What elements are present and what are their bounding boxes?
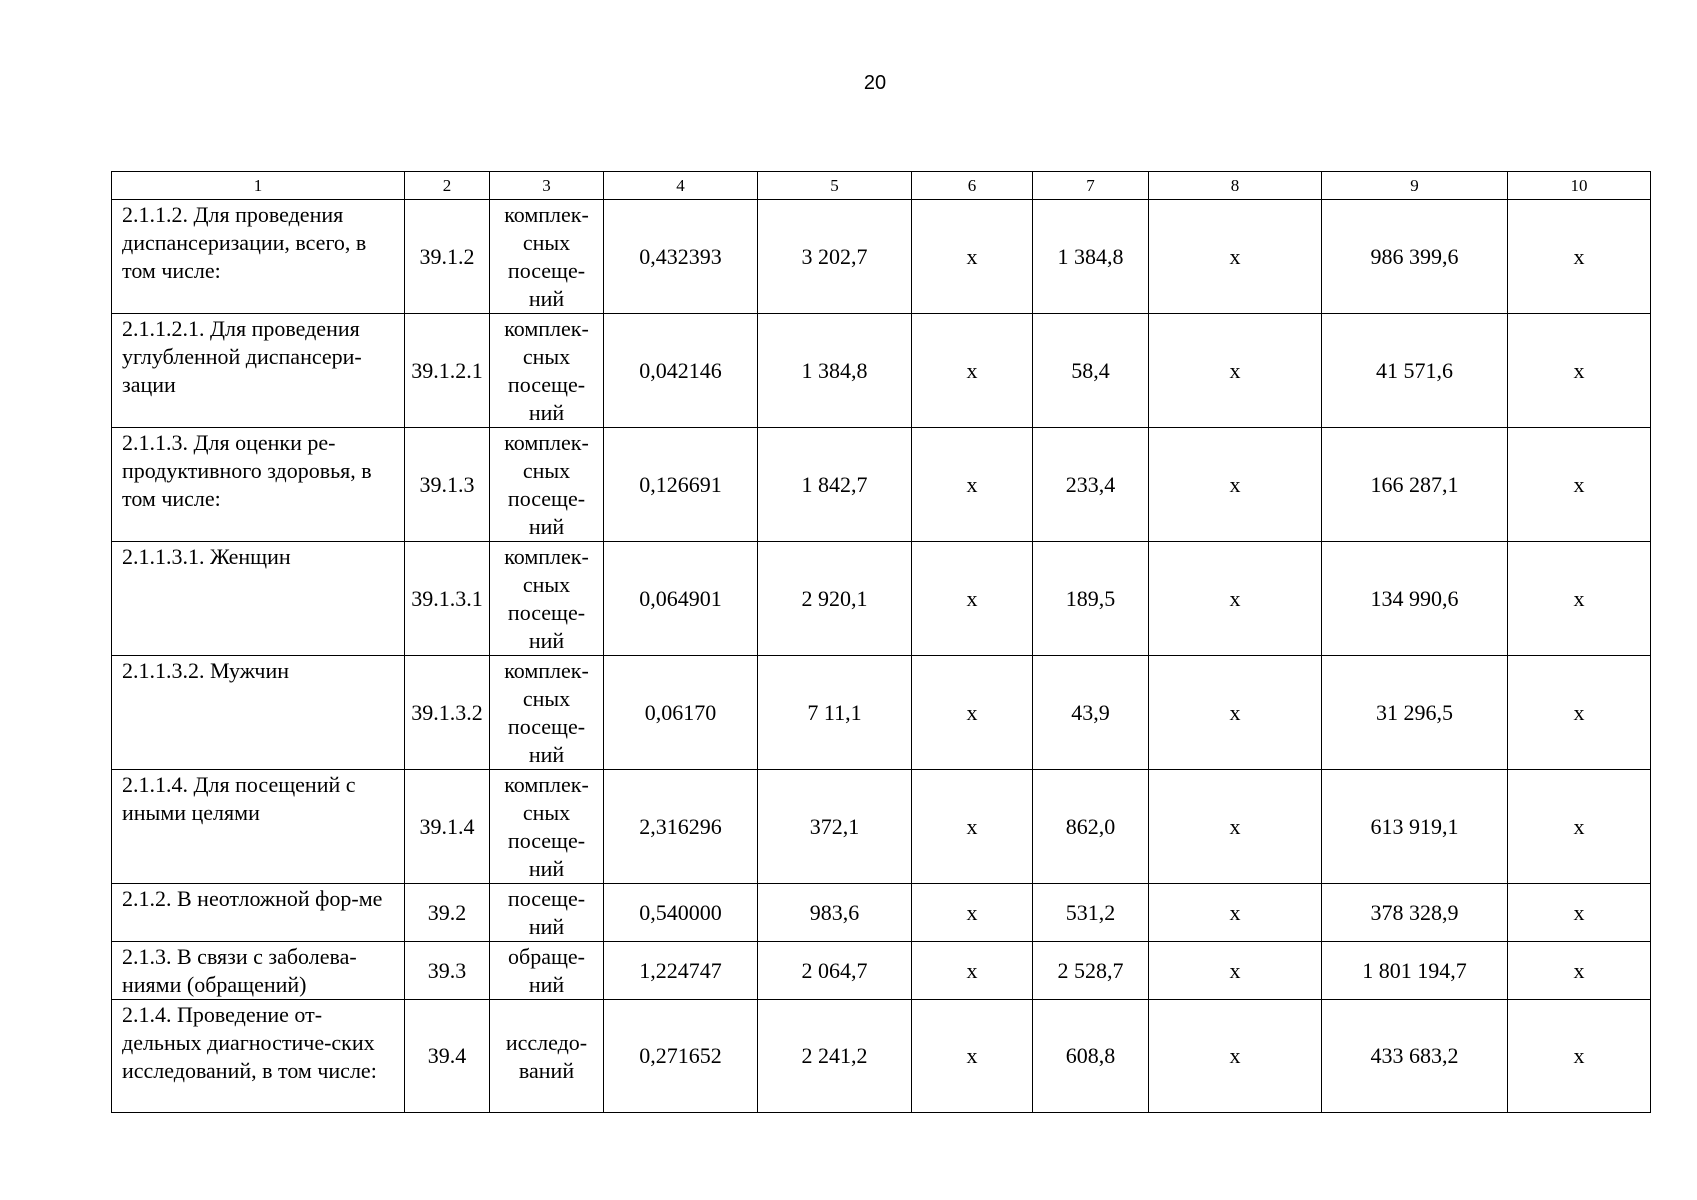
cell-col9: 1 801 194,7	[1322, 942, 1508, 1000]
header-row	[112, 172, 1651, 200]
cell-col10: х	[1508, 884, 1651, 942]
cell-col4: 0,064901	[604, 542, 758, 656]
row-code: 39.2	[405, 884, 490, 942]
table-row	[112, 942, 1651, 1000]
table-row	[112, 428, 1651, 542]
cell-col10: х	[1508, 656, 1651, 770]
row-unit: комплек- сных посеще- ний	[490, 770, 604, 884]
column-header: 8	[1149, 172, 1322, 200]
row-code: 39.1.3	[405, 428, 490, 542]
cell-col8: х	[1149, 542, 1322, 656]
cell-col6: х	[912, 1000, 1033, 1113]
column-header: 6	[912, 172, 1033, 200]
cell-col6: х	[912, 314, 1033, 428]
cell-col8: х	[1149, 884, 1322, 942]
column-header: 2	[405, 172, 490, 200]
cell-col5: 2 064,7	[758, 942, 912, 1000]
cell-col8: х	[1149, 314, 1322, 428]
cell-col6: х	[912, 884, 1033, 942]
cell-col9: 378 328,9	[1322, 884, 1508, 942]
row-name: 2.1.1.3.1. Женщин	[112, 542, 405, 656]
cell-col7: 608,8	[1033, 1000, 1149, 1113]
table-row	[112, 314, 1651, 428]
cell-col5: 3 202,7	[758, 200, 912, 314]
row-name: 2.1.1.3.2. Мужчин	[112, 656, 405, 770]
row-unit: посеще- ний	[490, 884, 604, 942]
cell-col8: х	[1149, 656, 1322, 770]
column-header: 3	[490, 172, 604, 200]
cell-col5: 983,6	[758, 884, 912, 942]
row-code: 39.1.2	[405, 200, 490, 314]
cell-col10: х	[1508, 428, 1651, 542]
cell-col4: 0,432393	[604, 200, 758, 314]
cell-col8: х	[1149, 428, 1322, 542]
cell-col7: 58,4	[1033, 314, 1149, 428]
data-table	[111, 171, 1651, 1113]
table-row	[112, 200, 1651, 314]
cell-col5: 2 241,2	[758, 1000, 912, 1113]
table-row	[112, 884, 1651, 942]
cell-col8: х	[1149, 942, 1322, 1000]
cell-col6: х	[912, 942, 1033, 1000]
cell-col9: 31 296,5	[1322, 656, 1508, 770]
row-code: 39.4	[405, 1000, 490, 1113]
table-row	[112, 1000, 1651, 1113]
cell-col6: х	[912, 656, 1033, 770]
row-name: 2.1.1.2. Для проведения диспансеризации, всего, в том числе:	[112, 200, 405, 314]
cell-col5: 372,1	[758, 770, 912, 884]
row-code: 39.1.4	[405, 770, 490, 884]
cell-col6: х	[912, 770, 1033, 884]
cell-col8: х	[1149, 770, 1322, 884]
cell-col7: 189,5	[1033, 542, 1149, 656]
table-row	[112, 542, 1651, 656]
cell-col9: 41 571,6	[1322, 314, 1508, 428]
cell-col7: 233,4	[1033, 428, 1149, 542]
row-unit: обраще- ний	[490, 942, 604, 1000]
cell-col6: х	[912, 428, 1033, 542]
cell-col10: х	[1508, 1000, 1651, 1113]
cell-col4: 0,06170	[604, 656, 758, 770]
cell-col4: 0,271652	[604, 1000, 758, 1113]
column-header: 9	[1322, 172, 1508, 200]
row-name: 2.1.2. В неотложной фор-ме	[112, 884, 405, 942]
row-code: 39.1.3.2	[405, 656, 490, 770]
row-name: 2.1.1.2.1. Для проведения углубленной диспансери-зации	[112, 314, 405, 428]
cell-col9: 134 990,6	[1322, 542, 1508, 656]
cell-col7: 2 528,7	[1033, 942, 1149, 1000]
cell-col5: 7 11,1	[758, 656, 912, 770]
row-code: 39.3	[405, 942, 490, 1000]
row-code: 39.1.3.1	[405, 542, 490, 656]
cell-col4: 2,316296	[604, 770, 758, 884]
cell-col4: 0,126691	[604, 428, 758, 542]
cell-col7: 1 384,8	[1033, 200, 1149, 314]
row-name: 2.1.3. В связи с заболева-ниями (обращений)	[112, 942, 405, 1000]
cell-col4: 1,224747	[604, 942, 758, 1000]
cell-col10: х	[1508, 200, 1651, 314]
cell-col9: 433 683,2	[1322, 1000, 1508, 1113]
cell-col8: х	[1149, 1000, 1322, 1113]
cell-col7: 531,2	[1033, 884, 1149, 942]
cell-col6: х	[912, 200, 1033, 314]
cell-col6: х	[912, 542, 1033, 656]
row-unit: комплек- сных посеще- ний	[490, 542, 604, 656]
cell-col5: 2 920,1	[758, 542, 912, 656]
cell-col9: 613 919,1	[1322, 770, 1508, 884]
row-unit: комплек- сных посеще- ний	[490, 200, 604, 314]
cell-col10: х	[1508, 314, 1651, 428]
cell-col7: 43,9	[1033, 656, 1149, 770]
column-header: 4	[604, 172, 758, 200]
cell-col10: х	[1508, 542, 1651, 656]
cell-col10: х	[1508, 770, 1651, 884]
column-header: 7	[1033, 172, 1149, 200]
row-unit: комплек- сных посеще- ний	[490, 428, 604, 542]
table-row	[112, 656, 1651, 770]
cell-col5: 1 384,8	[758, 314, 912, 428]
row-unit: исследо- ваний	[490, 1000, 604, 1113]
cell-col10: х	[1508, 942, 1651, 1000]
row-code: 39.1.2.1	[405, 314, 490, 428]
table-row	[112, 770, 1651, 884]
row-name: 2.1.1.4. Для посещений с иными целями	[112, 770, 405, 884]
cell-col4: 0,042146	[604, 314, 758, 428]
row-unit: комплек- сных посеще- ний	[490, 314, 604, 428]
cell-col7: 862,0	[1033, 770, 1149, 884]
page-number: 20	[863, 72, 887, 94]
cell-col4: 0,540000	[604, 884, 758, 942]
column-header: 10	[1508, 172, 1651, 200]
cell-col9: 986 399,6	[1322, 200, 1508, 314]
column-header: 1	[112, 172, 405, 200]
row-name: 2.1.4. Проведение от-дельных диагностиче-ских исследований, в том числе:	[112, 1000, 405, 1113]
cell-col9: 166 287,1	[1322, 428, 1508, 542]
cell-col8: х	[1149, 200, 1322, 314]
column-header: 5	[758, 172, 912, 200]
cell-col5: 1 842,7	[758, 428, 912, 542]
row-name: 2.1.1.3. Для оценки ре-продуктивного здоровья, в том числе:	[112, 428, 405, 542]
row-unit: комплек- сных посеще- ний	[490, 656, 604, 770]
